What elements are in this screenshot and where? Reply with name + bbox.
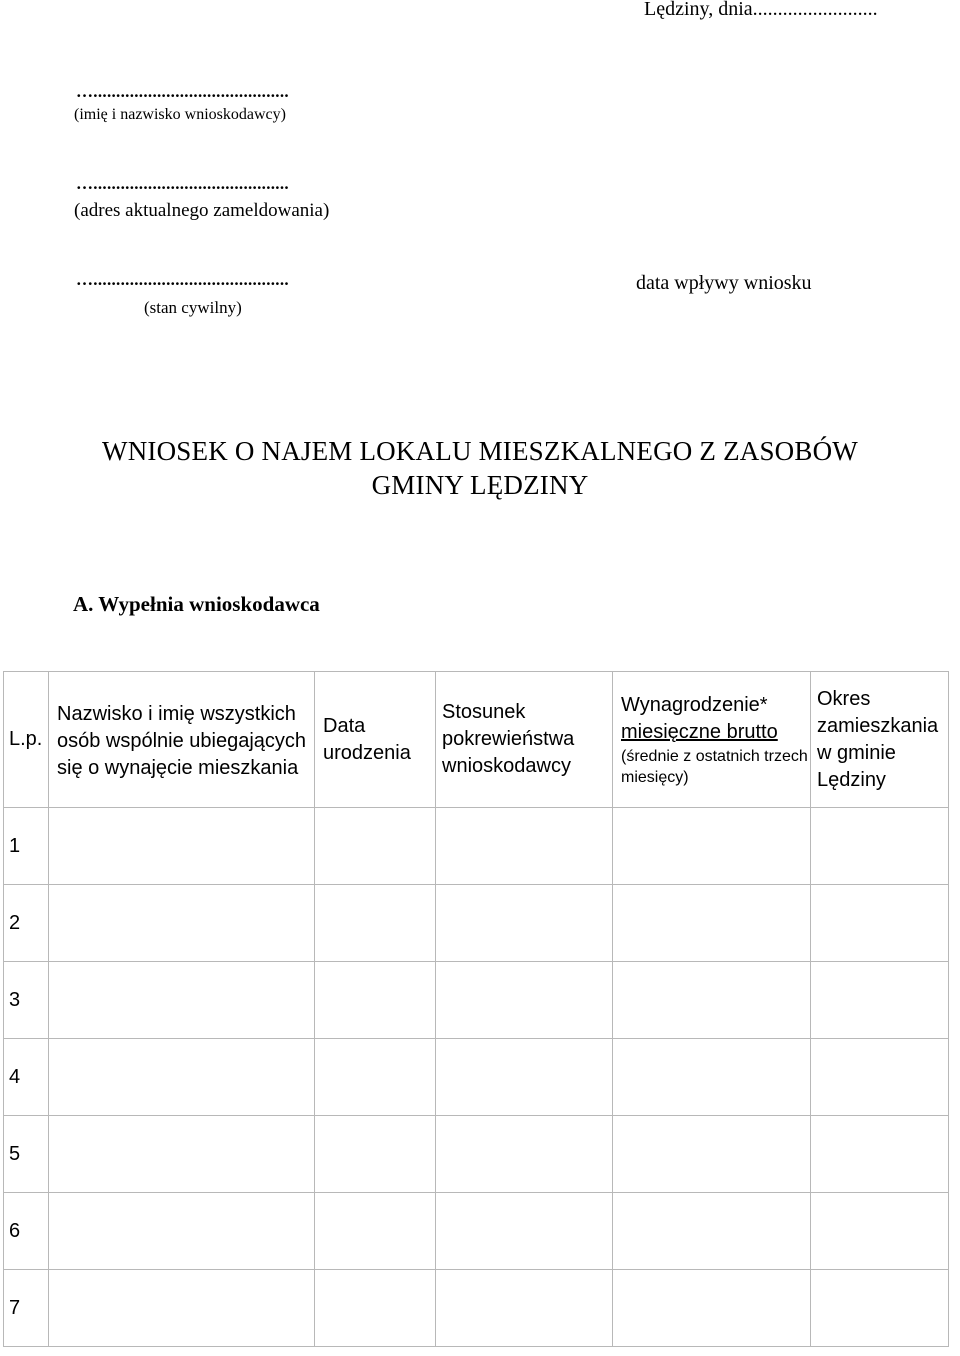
salary-cell[interactable] (613, 1116, 811, 1193)
residence-cell[interactable] (811, 962, 949, 1039)
name-cell[interactable] (49, 1039, 315, 1116)
table-row (4, 885, 949, 962)
residence-cell[interactable] (811, 1193, 949, 1270)
name-cell[interactable] (49, 885, 315, 962)
name-cell[interactable] (49, 1270, 315, 1347)
document-title (40, 434, 920, 502)
relation-cell[interactable] (436, 1116, 613, 1193)
relation-cell[interactable] (436, 1039, 613, 1116)
row-number: 3 (4, 962, 49, 1039)
header-lp: L.p. (4, 672, 49, 808)
name-cell[interactable] (49, 1193, 315, 1270)
birth-date-cell[interactable] (315, 1039, 436, 1116)
name-cell[interactable] (49, 1116, 315, 1193)
household-members-table (3, 671, 949, 1347)
residence-cell[interactable] (811, 1116, 949, 1193)
residence-cell[interactable] (811, 1270, 949, 1347)
relation-cell[interactable] (436, 962, 613, 1039)
row-number: 1 (4, 808, 49, 885)
place-date-line: Lędziny, dnia......................... (644, 0, 878, 20)
birth-date-cell[interactable] (315, 808, 436, 885)
table-row (4, 962, 949, 1039)
table-row (4, 1193, 949, 1270)
name-fill-line[interactable]: …........................................... (76, 82, 289, 101)
salary-cell[interactable] (613, 808, 811, 885)
section-a-heading: A. Wypełnia wnioskodawca (73, 592, 320, 616)
name-cell[interactable] (49, 808, 315, 885)
header-residence-period: Okres zamieszkania w gminie Lędziny (811, 672, 949, 808)
relation-cell[interactable] (436, 885, 613, 962)
title-line-1: WNIOSEK O NAJEM LOKALU MIESZKALNEGO Z ZASOBÓW (102, 436, 858, 466)
row-number: 5 (4, 1116, 49, 1193)
salary-cell[interactable] (613, 1270, 811, 1347)
relation-cell[interactable] (436, 1270, 613, 1347)
table-row (4, 1116, 949, 1193)
header-name: Nazwisko i imię wszystkich osób wspólnie ubiegających się o wynajęcie mieszkania (49, 672, 315, 808)
row-number: 6 (4, 1193, 49, 1270)
table-row (4, 1270, 949, 1347)
marital-status-caption: (stan cywilny) (144, 298, 242, 317)
relation-cell[interactable] (436, 808, 613, 885)
salary-cell[interactable] (613, 962, 811, 1039)
birth-date-cell[interactable] (315, 1193, 436, 1270)
residence-cell[interactable] (811, 885, 949, 962)
name-cell[interactable] (49, 962, 315, 1039)
title-line-2: GMINY LĘDZINY (371, 470, 589, 500)
residence-cell[interactable] (811, 808, 949, 885)
salary-cell[interactable] (613, 885, 811, 962)
table-row (4, 808, 949, 885)
birth-date-cell[interactable] (315, 962, 436, 1039)
name-caption: (imię i nazwisko wnioskodawcy) (74, 106, 286, 123)
header-salary (613, 672, 811, 808)
salary-note: (średnie z ostatnich trzech miesięcy) (621, 747, 808, 786)
address-fill-line[interactable]: …........................................... (76, 174, 289, 193)
row-number: 7 (4, 1270, 49, 1347)
birth-date-cell[interactable] (315, 1270, 436, 1347)
address-caption: (adres aktualnego zameldowania) (74, 200, 330, 221)
marital-status-fill-line[interactable]: …........................................... (76, 270, 289, 289)
table-row (4, 1039, 949, 1116)
table-header-row (4, 672, 949, 808)
salary-cell[interactable] (613, 1193, 811, 1270)
residence-cell[interactable] (811, 1039, 949, 1116)
receipt-date-label: data wpływy wniosku (636, 272, 812, 294)
relation-cell[interactable] (436, 1193, 613, 1270)
row-number: 4 (4, 1039, 49, 1116)
salary-main-label: Wynagrodzenie* (621, 693, 768, 716)
birth-date-cell[interactable] (315, 885, 436, 962)
row-number: 2 (4, 885, 49, 962)
salary-cell[interactable] (613, 1039, 811, 1116)
birth-date-cell[interactable] (315, 1116, 436, 1193)
header-birth-date: Data urodzenia (315, 672, 436, 808)
header-relation: Stosunek pokrewieństwa wnioskodawcy (436, 672, 613, 808)
salary-underlined-label: miesięczne brutto (621, 720, 778, 743)
